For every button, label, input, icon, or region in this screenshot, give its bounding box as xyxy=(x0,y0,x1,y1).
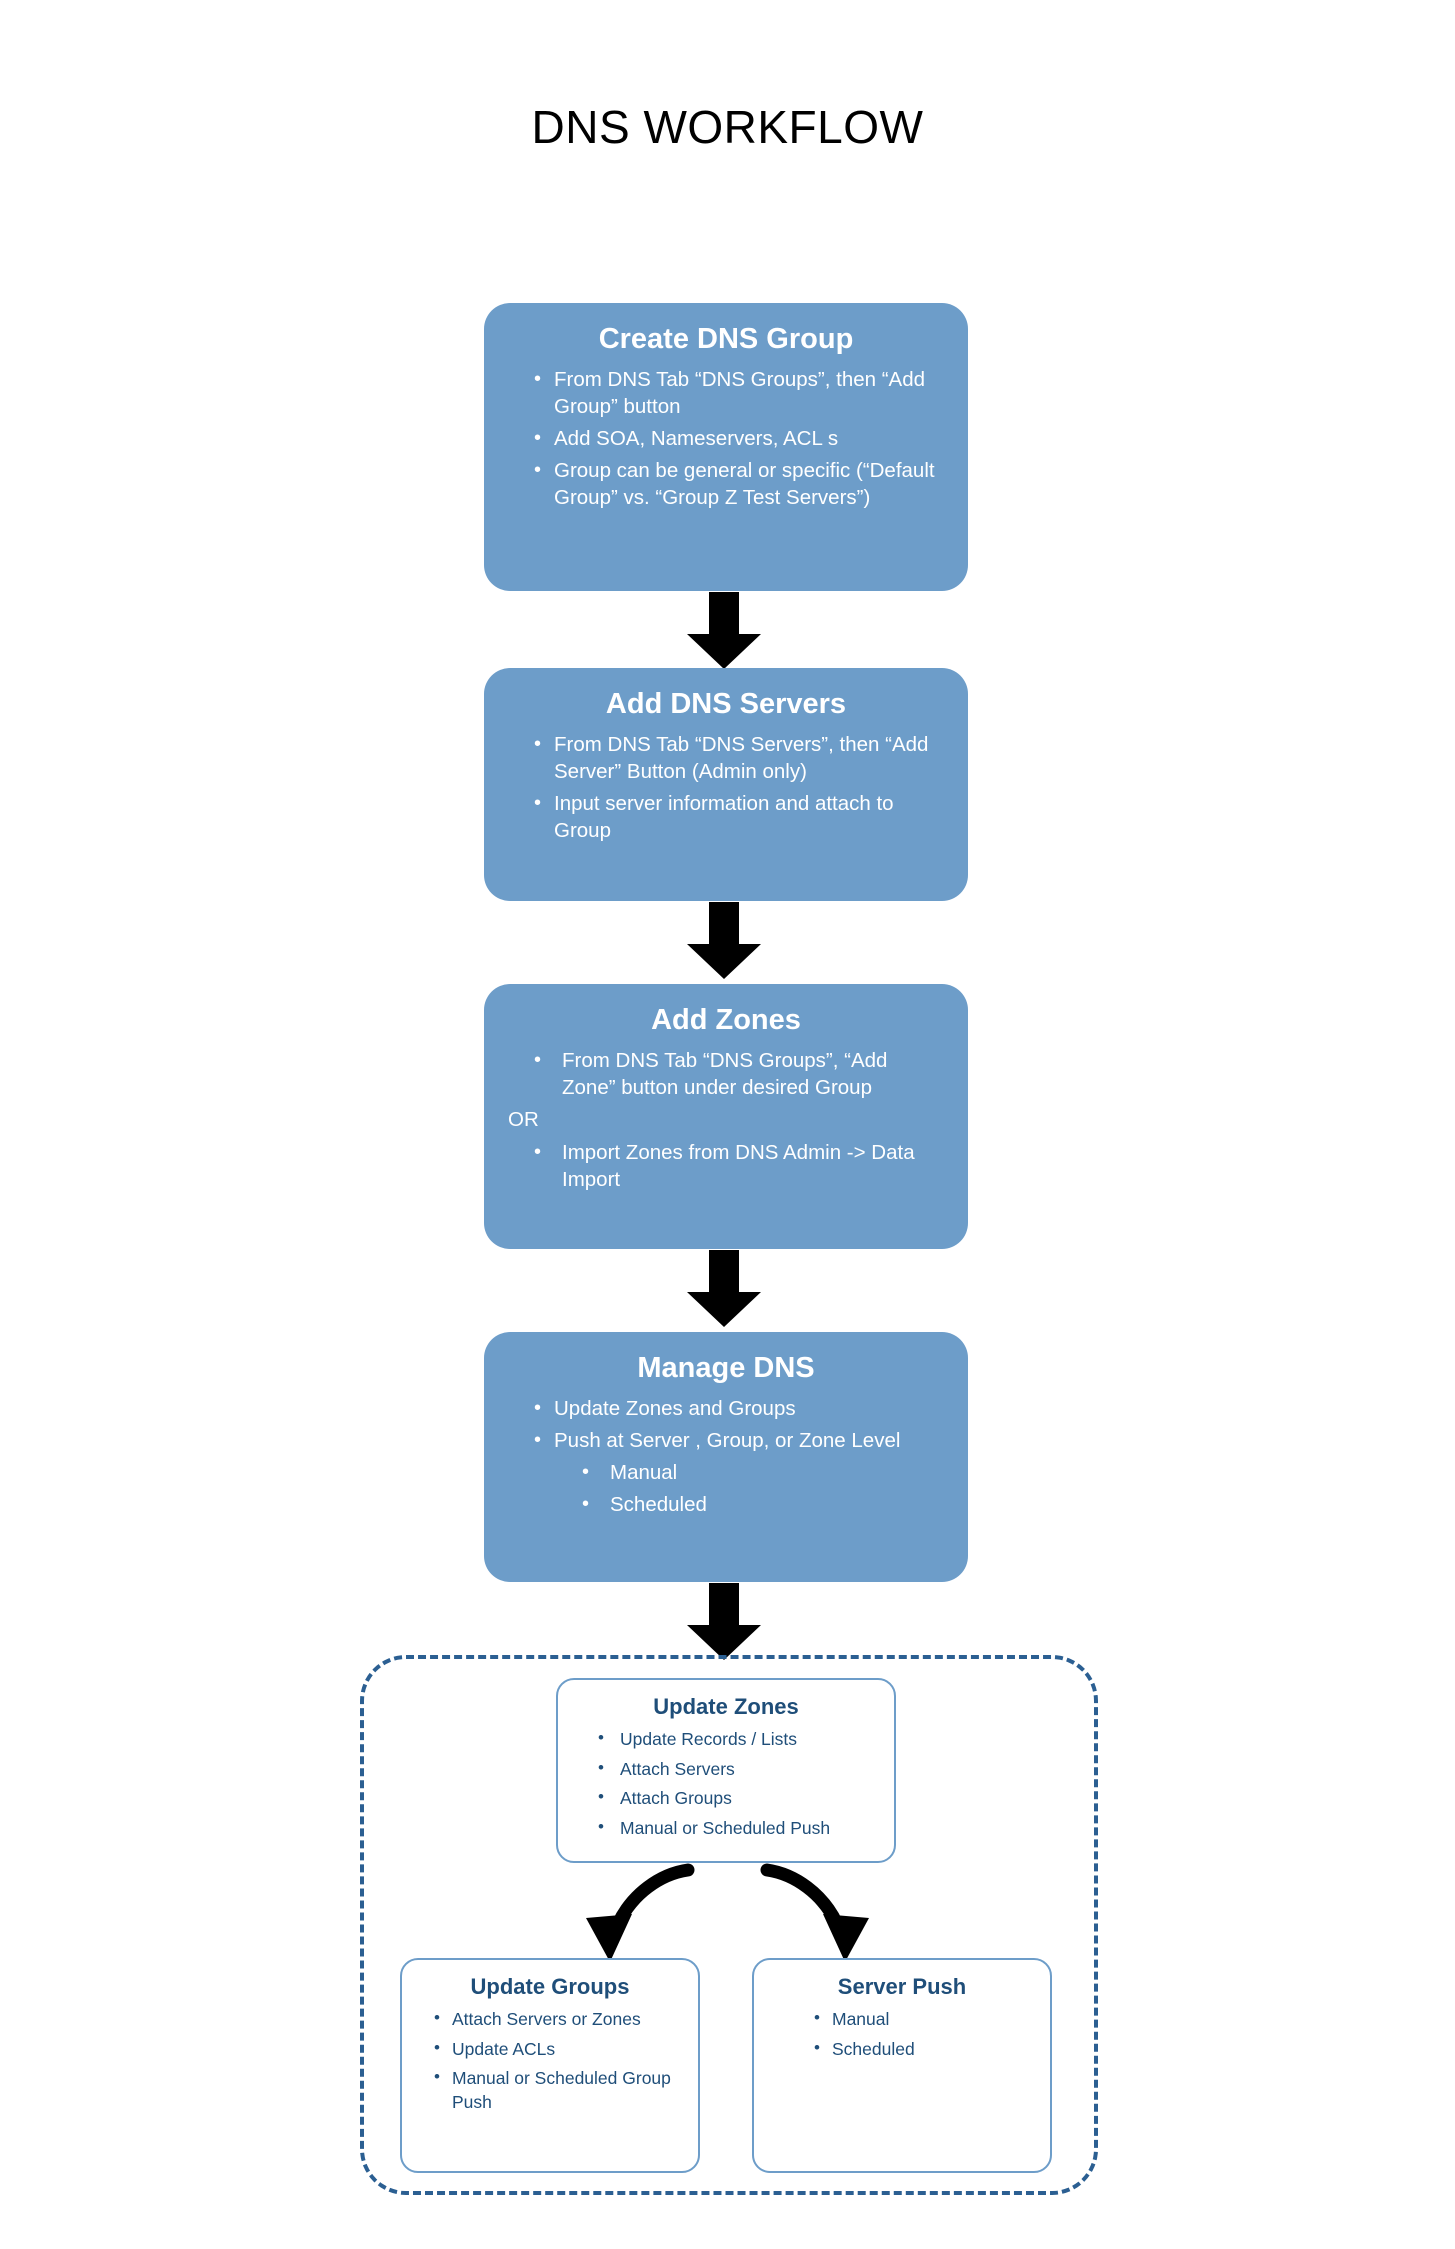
list-item: • Manual or Scheduled Push xyxy=(594,1817,880,1841)
stage-create-dns-group xyxy=(484,303,968,591)
list-item: • Attach Groups xyxy=(594,1787,880,1811)
stage-title: Create DNS Group xyxy=(598,323,854,355)
list-item: • From DNS Tab “DNS Servers”, then “Add Server” Button (Admin only) xyxy=(532,731,946,785)
list-item: • Scheduled xyxy=(810,2038,1036,2062)
stage-title: Add Zones xyxy=(651,1004,801,1036)
list-item: • Update Zones and Groups xyxy=(532,1395,946,1422)
subbox-title: Update Zones xyxy=(653,1694,799,1719)
list-item: • Update Records / Lists xyxy=(594,1728,880,1752)
subbox-bullet-list xyxy=(810,2008,1036,2061)
stage-add-zones xyxy=(484,984,968,1249)
list-item: • Manual xyxy=(580,1459,946,1486)
list-item: • Attach Servers or Zones xyxy=(430,2008,684,2032)
list-item: • Attach Servers xyxy=(594,1758,880,1782)
subbox-update-groups xyxy=(400,1958,700,2173)
list-item: • Manual xyxy=(810,2008,1036,2032)
stage-bullet-list xyxy=(506,1395,946,1454)
stage-separator-or: OR xyxy=(508,1108,539,1132)
arrow-down-3 xyxy=(676,1250,772,1327)
list-item: • From DNS Tab “DNS Groups”, then “Add Group” button xyxy=(532,366,946,420)
arrow-down-1 xyxy=(676,592,772,669)
stage-title: Add DNS Servers xyxy=(605,688,847,720)
stage-bullet-list xyxy=(506,731,946,844)
stage-bullet-list-b xyxy=(506,1139,946,1193)
list-item: • Group can be general or specific (“Default Group” vs. “Group Z Test Servers”) xyxy=(532,457,946,511)
stage-manage-dns xyxy=(484,1332,968,1582)
arrow-down-2 xyxy=(676,902,772,979)
list-item: • Add SOA, Nameservers, ACL s xyxy=(532,425,946,452)
list-item: • Import Zones from DNS Admin -> Data Import xyxy=(532,1139,946,1193)
list-item: • Push at Server , Group, or Zone Level xyxy=(532,1427,946,1454)
stage-add-dns-servers xyxy=(484,668,968,901)
page-title: DNS WORKFLOW xyxy=(531,101,924,153)
subbox-bullet-list xyxy=(594,1728,880,1841)
stage-bullet-list-a xyxy=(506,1047,946,1101)
list-item: • From DNS Tab “DNS Groups”, “Add Zone” button under desired Group xyxy=(532,1047,946,1101)
arrow-down-4 xyxy=(676,1583,772,1660)
subbox-server-push xyxy=(752,1958,1052,2173)
subbox-bullet-list xyxy=(430,2008,684,2115)
list-item: • Scheduled xyxy=(580,1491,946,1518)
stage-sub-bullet-list xyxy=(506,1459,946,1518)
subbox-title: Server Push xyxy=(837,1974,967,1999)
list-item: • Manual or Scheduled Group Push xyxy=(430,2067,684,2114)
list-item: • Update ACLs xyxy=(430,2038,684,2062)
subbox-update-zones xyxy=(556,1678,896,1863)
stage-title: Manage DNS xyxy=(637,1352,815,1384)
list-item: • Input server information and attach to Group xyxy=(532,790,946,844)
subbox-title: Update Groups xyxy=(470,1974,630,1999)
stage-bullet-list xyxy=(506,366,946,511)
